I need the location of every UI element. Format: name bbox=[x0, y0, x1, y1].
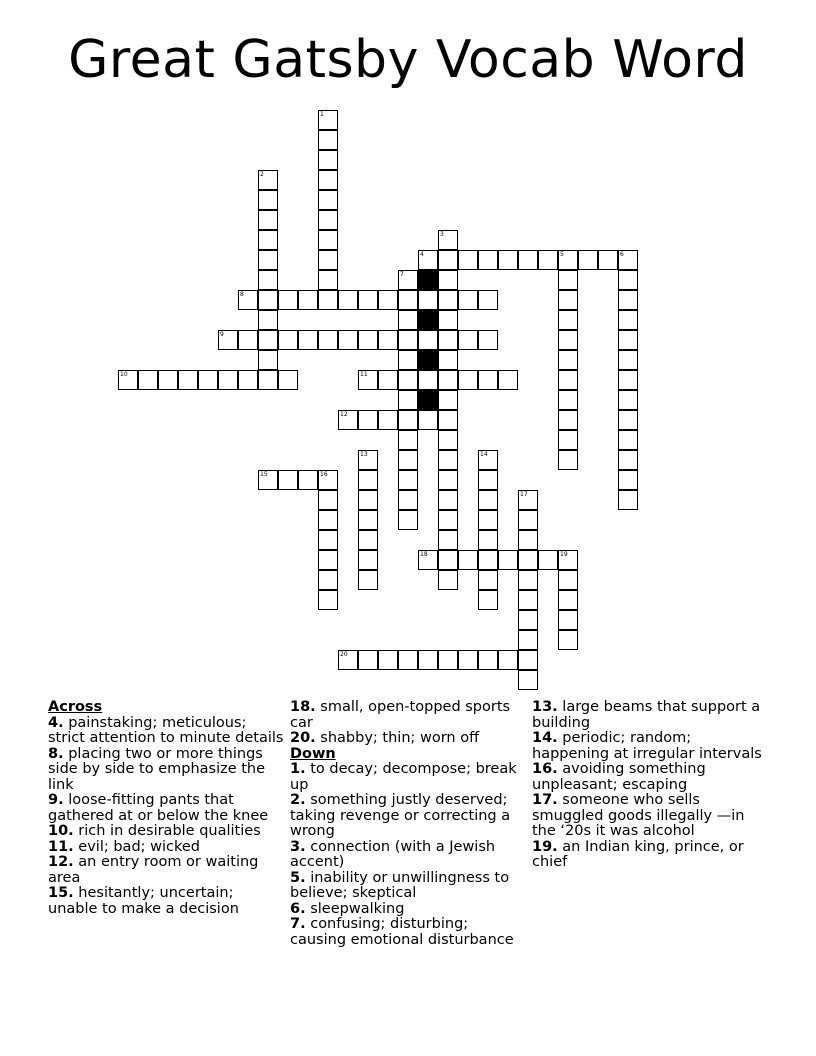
grid-cell[interactable] bbox=[138, 370, 158, 390]
clue-item bbox=[290, 917, 526, 948]
grid-cell[interactable] bbox=[478, 590, 498, 610]
clue-column-3 bbox=[532, 700, 768, 871]
grid-cell[interactable] bbox=[558, 570, 578, 590]
clue-item-text: connection (with a Jewish accent) bbox=[290, 838, 496, 870]
grid-cell[interactable] bbox=[398, 370, 418, 390]
grid-cell[interactable] bbox=[318, 290, 338, 310]
clue-item-number: 16. bbox=[532, 761, 558, 777]
grid-cell[interactable] bbox=[558, 630, 578, 650]
clue-item-text: an Indian king, prince, or chief bbox=[532, 838, 744, 870]
black-cell bbox=[418, 270, 438, 290]
grid-cell[interactable] bbox=[258, 290, 278, 310]
grid-cell[interactable] bbox=[438, 250, 458, 270]
grid-cell[interactable] bbox=[318, 590, 338, 610]
clue-number: 11 bbox=[360, 371, 368, 378]
grid-cell[interactable] bbox=[398, 350, 418, 370]
grid-cell[interactable] bbox=[318, 570, 338, 590]
grid-cell[interactable] bbox=[458, 330, 478, 350]
clue-item-text: to decay; decompose; break up bbox=[290, 761, 517, 793]
grid-cell[interactable] bbox=[318, 550, 338, 570]
clue-item bbox=[48, 793, 284, 824]
grid-cell[interactable] bbox=[618, 290, 638, 310]
grid-cell[interactable] bbox=[458, 550, 478, 570]
grid-cell[interactable] bbox=[418, 650, 438, 670]
clue-item bbox=[48, 840, 284, 856]
clue-item-text: rich in desirable qualities bbox=[73, 823, 261, 839]
grid-cell[interactable] bbox=[318, 130, 338, 150]
black-cell bbox=[418, 350, 438, 370]
grid-cell[interactable] bbox=[258, 350, 278, 370]
grid-cell[interactable] bbox=[558, 270, 578, 290]
clue-number: 8 bbox=[240, 291, 244, 298]
clue-item bbox=[48, 824, 284, 840]
grid-cell[interactable] bbox=[558, 450, 578, 470]
grid-cell[interactable] bbox=[558, 370, 578, 390]
grid-cell[interactable] bbox=[378, 410, 398, 430]
clue-item bbox=[532, 793, 768, 840]
grid-cell[interactable] bbox=[598, 250, 618, 270]
clue-item-text: confusing; disturbing; causing emotional disturbance bbox=[290, 916, 514, 948]
clue-item-text: avoiding something unpleasant; escaping bbox=[532, 761, 706, 793]
grid-cell[interactable] bbox=[318, 530, 338, 550]
clue-number: 6 bbox=[620, 251, 624, 258]
grid-cell[interactable] bbox=[418, 330, 438, 350]
grid-cell[interactable] bbox=[618, 310, 638, 330]
clue-item-number: 5. bbox=[290, 869, 306, 886]
grid-cell[interactable] bbox=[478, 330, 498, 350]
grid-cell[interactable] bbox=[418, 410, 438, 430]
grid-cell[interactable] bbox=[518, 670, 538, 690]
clue-item bbox=[532, 731, 768, 762]
grid-cell[interactable] bbox=[558, 410, 578, 430]
grid-cell[interactable] bbox=[558, 310, 578, 330]
clue-item bbox=[290, 793, 526, 840]
clue-item-text: inability or unwillingness to believe; skeptical bbox=[290, 869, 510, 901]
grid-cell[interactable] bbox=[398, 510, 418, 530]
grid-cell[interactable] bbox=[258, 210, 278, 230]
grid-cell[interactable] bbox=[358, 410, 378, 430]
grid-cell[interactable] bbox=[278, 370, 298, 390]
clue-item-number: 12. bbox=[48, 854, 74, 870]
grid-cell[interactable] bbox=[278, 330, 298, 350]
grid-cell[interactable] bbox=[438, 270, 458, 290]
clue-item-text: loose-fitting pants that gathered at or below the knee bbox=[48, 792, 269, 824]
grid-cell[interactable] bbox=[218, 370, 238, 390]
grid-cell[interactable] bbox=[278, 470, 298, 490]
clue-item-number: 10. bbox=[48, 823, 74, 839]
grid-cell[interactable] bbox=[318, 170, 338, 190]
grid-cell[interactable] bbox=[358, 370, 378, 390]
grid-cell[interactable] bbox=[438, 530, 458, 550]
clue-number: 7 bbox=[400, 271, 404, 278]
grid-cell[interactable] bbox=[478, 570, 498, 590]
grid-cell[interactable] bbox=[498, 250, 518, 270]
clue-item-text: periodic; random; happening at irregular intervals bbox=[532, 730, 762, 762]
grid-cell[interactable] bbox=[318, 150, 338, 170]
grid-cell[interactable] bbox=[558, 330, 578, 350]
clue-item-number: 20. bbox=[290, 730, 316, 746]
clue-number: 4 bbox=[420, 251, 424, 258]
grid-cell[interactable] bbox=[518, 490, 538, 510]
grid-cell[interactable] bbox=[318, 190, 338, 210]
puzzle-title: Great Gatsby Vocab Word bbox=[68, 30, 748, 90]
grid-cell[interactable] bbox=[498, 370, 518, 390]
clue-item bbox=[290, 700, 526, 731]
grid-cell[interactable] bbox=[258, 310, 278, 330]
clue-column-2 bbox=[290, 700, 526, 948]
grid-cell[interactable] bbox=[418, 290, 438, 310]
grid-cell[interactable] bbox=[418, 370, 438, 390]
grid-cell[interactable] bbox=[558, 550, 578, 570]
grid-cell[interactable] bbox=[258, 330, 278, 350]
grid-cell[interactable] bbox=[358, 570, 378, 590]
clue-item-text: large beams that support a building bbox=[532, 699, 761, 731]
grid-cell[interactable] bbox=[518, 530, 538, 550]
clue-item-text: small, open-topped sports car bbox=[290, 699, 511, 731]
grid-cell[interactable] bbox=[318, 230, 338, 250]
grid-cell[interactable] bbox=[358, 530, 378, 550]
clue-item-text: someone who sells smuggled goods illegally —in the ‘20s it was alcohol bbox=[532, 792, 745, 839]
grid-cell[interactable] bbox=[438, 410, 458, 430]
grid-cell[interactable] bbox=[318, 270, 338, 290]
grid-cell[interactable] bbox=[238, 330, 258, 350]
grid-cell[interactable] bbox=[378, 330, 398, 350]
grid-cell[interactable] bbox=[438, 370, 458, 390]
clue-number: 17 bbox=[520, 491, 528, 498]
grid-cell[interactable] bbox=[618, 430, 638, 450]
clue-item-number: 14. bbox=[532, 730, 558, 746]
grid-cell[interactable] bbox=[358, 650, 378, 670]
clue-item bbox=[290, 840, 526, 871]
grid-cell[interactable] bbox=[358, 550, 378, 570]
clue-number: 5 bbox=[560, 251, 564, 258]
grid-cell[interactable] bbox=[558, 250, 578, 270]
clue-item-number: 19. bbox=[532, 838, 558, 855]
grid-cell[interactable] bbox=[258, 470, 278, 490]
grid-cell[interactable] bbox=[498, 650, 518, 670]
grid-cell[interactable] bbox=[398, 650, 418, 670]
grid-cell[interactable] bbox=[258, 250, 278, 270]
grid-cell[interactable] bbox=[398, 410, 418, 430]
grid-cell[interactable] bbox=[478, 530, 498, 550]
grid-cell[interactable] bbox=[438, 430, 458, 450]
grid-cell[interactable] bbox=[438, 390, 458, 410]
grid-cell[interactable] bbox=[438, 350, 458, 370]
grid-cell[interactable] bbox=[518, 510, 538, 530]
grid-cell[interactable] bbox=[438, 230, 458, 250]
grid-cell[interactable] bbox=[478, 510, 498, 530]
grid-cell[interactable] bbox=[298, 290, 318, 310]
clue-column-1 bbox=[48, 700, 284, 917]
clue-item-number: 9. bbox=[48, 792, 64, 808]
grid-cell[interactable] bbox=[478, 650, 498, 670]
clue-item-number: 3. bbox=[290, 838, 306, 855]
clue-item-text: an entry room or waiting area bbox=[48, 854, 259, 886]
grid-cell[interactable] bbox=[478, 290, 498, 310]
grid-cell[interactable] bbox=[258, 190, 278, 210]
clue-number: 20 bbox=[340, 651, 348, 658]
grid-cell[interactable] bbox=[618, 330, 638, 350]
grid-cell[interactable] bbox=[478, 450, 498, 470]
grid-cell[interactable] bbox=[438, 290, 458, 310]
grid-cell[interactable] bbox=[318, 470, 338, 490]
grid-cell[interactable] bbox=[398, 430, 418, 450]
grid-cell[interactable] bbox=[218, 330, 238, 350]
grid-cell[interactable] bbox=[398, 330, 418, 350]
grid-cell[interactable] bbox=[398, 450, 418, 470]
clue-number: 16 bbox=[320, 471, 328, 478]
grid-cell[interactable] bbox=[558, 590, 578, 610]
grid-cell[interactable] bbox=[498, 550, 518, 570]
grid-cell[interactable] bbox=[558, 390, 578, 410]
grid-cell[interactable] bbox=[518, 550, 538, 570]
clue-number: 10 bbox=[120, 371, 128, 378]
grid-cell[interactable] bbox=[438, 310, 458, 330]
grid-cell[interactable] bbox=[418, 550, 438, 570]
grid-cell[interactable] bbox=[358, 470, 378, 490]
grid-cell[interactable] bbox=[558, 430, 578, 450]
clue-item bbox=[290, 902, 526, 918]
grid-cell[interactable] bbox=[258, 170, 278, 190]
grid-cell[interactable] bbox=[478, 250, 498, 270]
grid-cell[interactable] bbox=[258, 270, 278, 290]
clue-item-number: 6. bbox=[290, 900, 306, 917]
grid-cell[interactable] bbox=[618, 250, 638, 270]
grid-cell[interactable] bbox=[338, 290, 358, 310]
clue-number: 18 bbox=[420, 551, 428, 558]
grid-cell[interactable] bbox=[518, 610, 538, 630]
clue-item bbox=[48, 855, 284, 886]
grid-cell[interactable] bbox=[438, 330, 458, 350]
clue-item-number: 13. bbox=[532, 699, 558, 715]
clue-item bbox=[532, 840, 768, 871]
grid-cell[interactable] bbox=[438, 570, 458, 590]
grid-cell[interactable] bbox=[458, 250, 478, 270]
clue-item-number: 2. bbox=[290, 792, 306, 808]
grid-cell[interactable] bbox=[398, 290, 418, 310]
grid-cell[interactable] bbox=[298, 330, 318, 350]
clue-number: 9 bbox=[220, 331, 224, 338]
clue-section-heading: Down bbox=[290, 745, 336, 762]
grid-cell[interactable] bbox=[398, 390, 418, 410]
clue-item-number: 4. bbox=[48, 714, 64, 731]
clue-item-number: 11. bbox=[48, 838, 74, 855]
grid-cell[interactable] bbox=[558, 290, 578, 310]
grid-cell[interactable] bbox=[478, 550, 498, 570]
grid-cell[interactable] bbox=[478, 470, 498, 490]
grid-cell[interactable] bbox=[478, 490, 498, 510]
clue-number: 15 bbox=[260, 471, 268, 478]
grid-cell[interactable] bbox=[298, 470, 318, 490]
clue-number: 1 bbox=[320, 111, 324, 118]
grid-cell[interactable] bbox=[438, 550, 458, 570]
clue-item bbox=[290, 871, 526, 902]
clue-item-text: painstaking; meticulous; strict attention to minute details bbox=[48, 714, 284, 746]
grid-cell[interactable] bbox=[238, 290, 258, 310]
grid-cell[interactable] bbox=[338, 410, 358, 430]
grid-cell[interactable] bbox=[618, 450, 638, 470]
clue-item bbox=[532, 700, 768, 731]
grid-cell[interactable] bbox=[618, 410, 638, 430]
grid-cell[interactable] bbox=[198, 370, 218, 390]
clue-item bbox=[48, 886, 284, 917]
clue-number: 12 bbox=[340, 411, 348, 418]
grid-cell[interactable] bbox=[558, 610, 578, 630]
grid-cell[interactable] bbox=[318, 250, 338, 270]
grid-cell[interactable] bbox=[438, 650, 458, 670]
clue-item-text: shabby; thin; worn off bbox=[315, 730, 480, 746]
grid-cell[interactable] bbox=[418, 250, 438, 270]
grid-cell[interactable] bbox=[618, 470, 638, 490]
black-cell bbox=[418, 390, 438, 410]
grid-cell[interactable] bbox=[518, 570, 538, 590]
grid-cell[interactable] bbox=[178, 370, 198, 390]
grid-cell[interactable] bbox=[438, 450, 458, 470]
clue-item bbox=[290, 731, 526, 747]
grid-cell[interactable] bbox=[398, 470, 418, 490]
grid-cell[interactable] bbox=[458, 650, 478, 670]
grid-cell[interactable] bbox=[578, 250, 598, 270]
grid-cell[interactable] bbox=[318, 330, 338, 350]
grid-cell[interactable] bbox=[518, 650, 538, 670]
grid-cell[interactable] bbox=[158, 370, 178, 390]
grid-cell[interactable] bbox=[258, 230, 278, 250]
grid-cell[interactable] bbox=[378, 650, 398, 670]
grid-cell[interactable] bbox=[618, 350, 638, 370]
grid-cell[interactable] bbox=[518, 630, 538, 650]
grid-cell[interactable] bbox=[458, 290, 478, 310]
grid-cell[interactable] bbox=[438, 510, 458, 530]
clue-item-number: 8. bbox=[48, 745, 64, 762]
grid-cell[interactable] bbox=[458, 370, 478, 390]
grid-cell[interactable] bbox=[378, 370, 398, 390]
clue-number: 19 bbox=[560, 551, 568, 558]
grid-cell[interactable] bbox=[318, 110, 338, 130]
grid-cell[interactable] bbox=[618, 370, 638, 390]
grid-cell[interactable] bbox=[558, 350, 578, 370]
grid-cell[interactable] bbox=[358, 450, 378, 470]
clue-item-text: hesitantly; uncertain; unable to make a decision bbox=[48, 885, 239, 917]
clue-number: 14 bbox=[480, 451, 488, 458]
grid-cell[interactable] bbox=[518, 590, 538, 610]
grid-cell[interactable] bbox=[318, 490, 338, 510]
clue-item-text: sleepwalking bbox=[305, 900, 405, 917]
grid-cell[interactable] bbox=[318, 510, 338, 530]
clue-item-text: evil; bad; wicked bbox=[73, 838, 201, 855]
grid-cell[interactable] bbox=[478, 370, 498, 390]
clue-item-text: placing two or more things side by side to emphasize the link bbox=[48, 745, 266, 793]
grid-cell[interactable] bbox=[538, 550, 558, 570]
grid-cell[interactable] bbox=[238, 370, 258, 390]
black-cell bbox=[418, 310, 438, 330]
clue-item-number: 17. bbox=[532, 792, 558, 808]
grid-cell[interactable] bbox=[618, 490, 638, 510]
grid-cell[interactable] bbox=[438, 490, 458, 510]
grid-cell[interactable] bbox=[258, 370, 278, 390]
grid-cell[interactable] bbox=[398, 310, 418, 330]
clue-item-number: 1. bbox=[290, 761, 306, 777]
grid-cell[interactable] bbox=[618, 390, 638, 410]
clue-item-text: something justly deserved; taking revenge or correcting a wrong bbox=[290, 792, 511, 839]
grid-cell[interactable] bbox=[338, 650, 358, 670]
grid-cell[interactable] bbox=[618, 270, 638, 290]
clue-section-heading: Across bbox=[48, 699, 103, 715]
grid-cell[interactable] bbox=[358, 510, 378, 530]
clue-number: 2 bbox=[260, 171, 264, 178]
grid-cell[interactable] bbox=[358, 490, 378, 510]
grid-cell[interactable] bbox=[438, 470, 458, 490]
clue-item-number: 15. bbox=[48, 885, 74, 901]
grid-cell[interactable] bbox=[358, 330, 378, 350]
grid-cell[interactable] bbox=[338, 330, 358, 350]
grid-cell[interactable] bbox=[118, 370, 138, 390]
clue-item bbox=[532, 762, 768, 793]
grid-cell[interactable] bbox=[378, 290, 398, 310]
grid-cell[interactable] bbox=[278, 290, 298, 310]
grid-cell[interactable] bbox=[538, 250, 558, 270]
grid-cell[interactable] bbox=[518, 250, 538, 270]
clue-item bbox=[48, 747, 284, 794]
clue-number: 3 bbox=[440, 231, 444, 238]
grid-cell[interactable] bbox=[318, 210, 338, 230]
clue-item bbox=[290, 762, 526, 793]
grid-cell[interactable] bbox=[358, 290, 378, 310]
grid-cell[interactable] bbox=[398, 490, 418, 510]
clue-item-number: 7. bbox=[290, 916, 306, 932]
clue-item bbox=[48, 716, 284, 747]
grid-cell[interactable] bbox=[398, 270, 418, 290]
clue-number: 13 bbox=[360, 451, 368, 458]
clue-item-number: 18. bbox=[290, 699, 316, 715]
